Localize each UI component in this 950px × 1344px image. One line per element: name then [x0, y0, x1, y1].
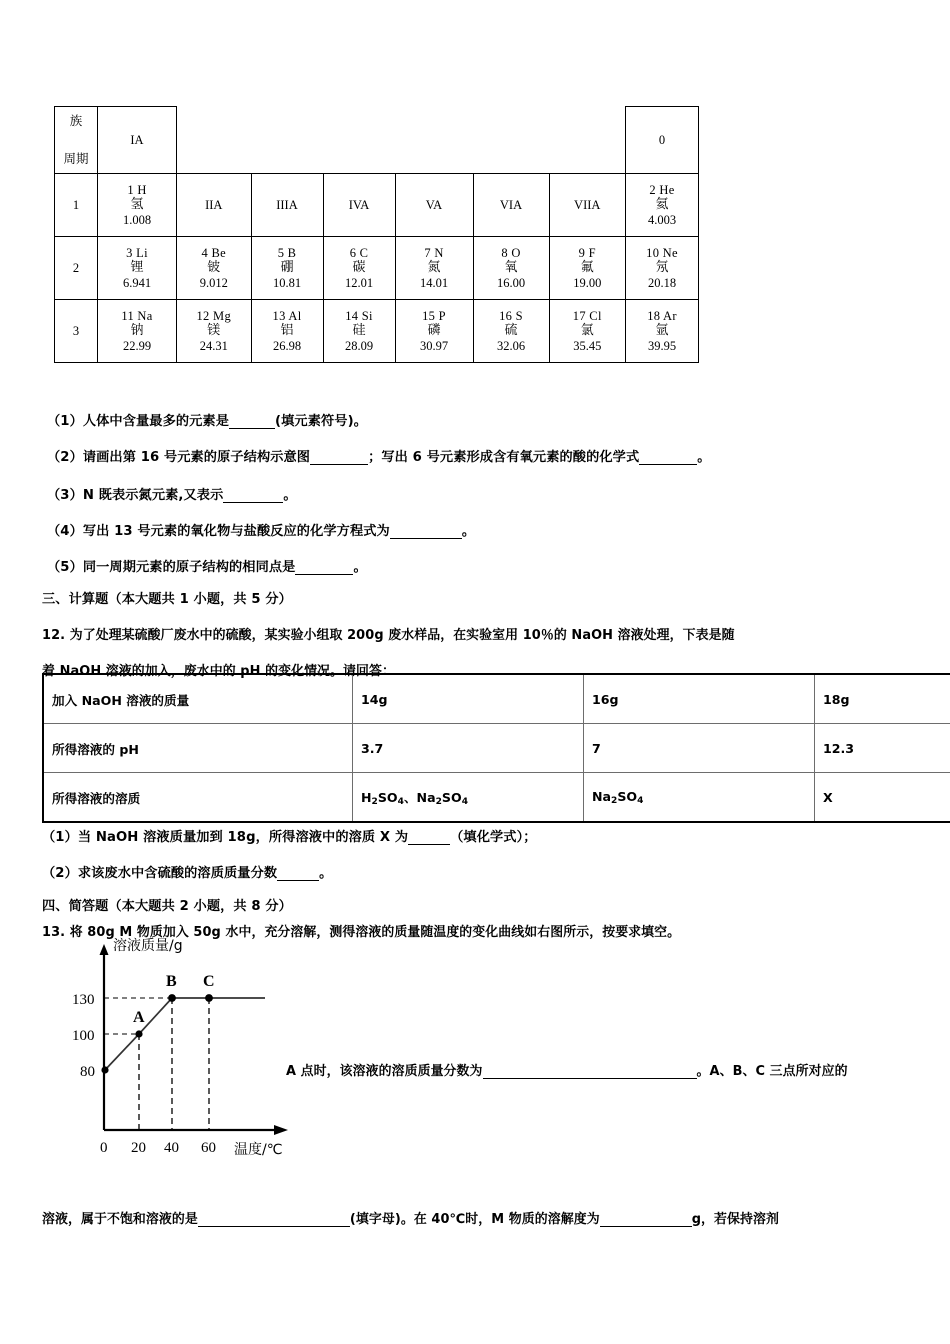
element-chinese-name: 氟: [580, 260, 594, 276]
element-atomic-mass: 1.008: [122, 212, 152, 227]
table-corner-cell: [55, 107, 98, 174]
element-number-symbol: 5 B: [277, 245, 297, 260]
section-3-heading: 三、计算题（本大题共 1 小题，共 5 分）: [42, 592, 292, 607]
q11-part-4-text: （4）写出 13 号元素的氧化物与盐酸反应的化学方程式为: [47, 524, 390, 539]
q11-part-4-suffix: 。: [461, 524, 476, 539]
element-atomic-mass: 19.00: [573, 275, 602, 290]
header-spacer-3: [323, 107, 395, 174]
corner-period-label: 周期: [63, 152, 89, 167]
element-number-symbol: 3 Li: [126, 245, 148, 260]
group-header-VA: VA: [395, 174, 473, 237]
element-number-symbol: 4 Be: [201, 245, 226, 260]
group-header-0: 0: [626, 107, 699, 174]
element-cell-O: [473, 237, 549, 300]
element-number-symbol: 12 Mg: [196, 308, 231, 323]
element-cell-Mg: [177, 300, 252, 363]
x-axis-arrow: [274, 1125, 288, 1135]
element-cell-Na: [98, 300, 177, 363]
element-atomic-mass: 35.45: [573, 338, 602, 353]
x-tick-40: 40: [164, 1140, 179, 1156]
cell-naoh-18g: 18g: [815, 674, 950, 724]
element-atomic-mass: 39.95: [647, 338, 677, 353]
x-tick-60: 60: [201, 1140, 216, 1156]
element-cell-Si: [323, 300, 395, 363]
element-number-symbol: 8 O: [501, 245, 521, 260]
period-number-2: 2: [55, 237, 98, 300]
element-chinese-name: 氯: [580, 323, 594, 339]
periodic-table-row-period-2: [55, 237, 699, 300]
data-point-B: [168, 994, 176, 1002]
group-header-VIIA: VIIA: [549, 174, 626, 237]
q11-part-3-text: （3）N 既表示氮元素,又表示: [47, 488, 224, 503]
q13-right-text: [286, 1060, 848, 1079]
q13-line-1: 13. 将 80g M 物质加入 50g 水中，充分溶解，测得溶液的质量随温度的变化曲线如右图所示，按要求填空。: [42, 925, 681, 940]
q13-bottom-text-c: g，若保持溶剂: [691, 1212, 779, 1227]
q11-part-1: [47, 410, 367, 429]
q11-part-5: [47, 556, 367, 575]
y-tick-100: 100: [72, 1028, 95, 1044]
element-number-symbol: 18 Ar: [647, 308, 677, 323]
q11-part-1-text: （1）人体中含量最多的元素是: [47, 414, 230, 429]
ph-data-table: [42, 673, 950, 823]
answer-blank[interactable]: [483, 1063, 697, 1079]
element-atomic-mass: 24.31: [199, 338, 228, 353]
element-number-symbol: 10 Ne: [646, 245, 678, 260]
group-header-IVA: IVA: [323, 174, 395, 237]
element-chinese-name: 锂: [130, 260, 144, 276]
corner-group-label: 族: [69, 114, 83, 128]
element-chinese-name: 碳: [352, 260, 366, 276]
element-chinese-name: 氩: [655, 323, 669, 339]
q12-part-1: [42, 826, 537, 845]
q13-bottom-text-a: 溶液，属于不饱和溶液的是: [42, 1212, 198, 1227]
element-number-symbol: 2 He: [649, 182, 675, 197]
element-number-symbol: 1 H: [127, 182, 147, 197]
cell-solute-1: $H_2SO_4$、$Na_2SO_4$: [353, 773, 584, 823]
cell-naoh-14g: 14g: [353, 674, 584, 724]
element-atomic-mass: 30.97: [419, 338, 449, 353]
row-label-naoh-mass: 加入 NaOH 溶液的质量: [43, 674, 353, 724]
group-header-IIIA: IIIA: [251, 174, 323, 237]
element-chinese-name: 磷: [427, 323, 441, 339]
element-atomic-mass: 9.012: [199, 275, 228, 290]
point-label-B: B: [166, 973, 177, 990]
element-cell-N: [395, 237, 473, 300]
element-cell-Be: [177, 237, 252, 300]
cell-ph-3: 12.3: [815, 724, 950, 773]
element-number-symbol: 15 P: [422, 308, 446, 323]
answer-blank[interactable]: [229, 413, 275, 429]
periodic-table-row-period-1: [55, 174, 699, 237]
q12-line-2: 着 NaOH 溶液的加入，废水中的 pH 的变化情况。请回答：: [42, 664, 396, 679]
element-atomic-mass: 28.09: [344, 338, 374, 353]
element-cell-P: [395, 300, 473, 363]
section-4-heading: 四、简答题（本大题共 2 小题，共 8 分）: [42, 899, 292, 914]
periodic-table-row-period-3: [55, 300, 699, 363]
q11-part-4: [47, 520, 475, 539]
cell-ph-2: 7: [584, 724, 815, 773]
element-chinese-name: 硅: [352, 323, 366, 339]
q13-right-text-a: A 点时，该溶液的溶质质量分数为: [286, 1064, 483, 1079]
period-number-1: 1: [55, 174, 98, 237]
element-chinese-name: 氢: [130, 197, 144, 213]
q11-part-2-mid: ；写出 6 号元素形成含有氧元素的酸的化学式: [368, 450, 640, 465]
element-number-symbol: 7 N: [424, 245, 444, 260]
element-atomic-mass: 12.01: [344, 275, 374, 290]
element-cell-S: [473, 300, 549, 363]
element-atomic-mass: 26.98: [272, 338, 302, 353]
element-chinese-name: 氧: [504, 260, 518, 276]
element-chinese-name: 铝: [280, 323, 294, 339]
element-number-symbol: 17 Cl: [572, 308, 602, 323]
element-chinese-name: 硫: [504, 323, 518, 339]
element-chinese-name: 铍: [207, 260, 221, 276]
y-axis-arrow: [100, 944, 109, 955]
solution-mass-vs-temperature-chart: [60, 930, 350, 1175]
element-chinese-name: 氖: [655, 260, 669, 276]
group-header-IA: IA: [98, 107, 177, 174]
answer-blank[interactable]: [408, 829, 450, 845]
element-number-symbol: 6 C: [349, 245, 369, 260]
element-atomic-mass: 32.06: [496, 338, 526, 353]
element-cell-B: [251, 237, 323, 300]
q11-part-5-suffix: 。: [353, 560, 367, 575]
element-number-symbol: 9 F: [578, 245, 596, 260]
q12-part-2-suffix: 。: [319, 866, 333, 881]
cell-ph-1: 3.7: [353, 724, 584, 773]
table-row: [43, 674, 950, 724]
point-label-C: C: [203, 973, 215, 990]
q13-right-text-b: 。A、B、C 三点所对应的: [696, 1064, 848, 1079]
q11-part-1-suffix: (填元素符号)。: [275, 414, 367, 429]
q11-part-5-text: （5）同一周期元素的原子结构的相同点是: [47, 560, 296, 575]
data-curve: [105, 998, 265, 1070]
point-label-A: A: [133, 1009, 145, 1026]
element-atomic-mass: 22.99: [122, 338, 152, 353]
element-atomic-mass: 6.941: [122, 275, 152, 290]
table-row: [43, 724, 950, 773]
cell-solute-3: X: [815, 773, 950, 823]
element-cell-Cl: [549, 300, 626, 363]
answer-blank[interactable]: [223, 487, 283, 503]
cell-solute-2: $Na_2SO_4$: [584, 773, 815, 823]
period-number-3: 3: [55, 300, 98, 363]
data-point-C: [205, 994, 213, 1002]
element-cell-Al: [251, 300, 323, 363]
answer-blank[interactable]: [639, 449, 697, 465]
data-point-origin: [101, 1066, 108, 1073]
q12-part-2-text: （2）求该废水中含硫酸的溶质质量分数: [42, 866, 278, 881]
element-cell-Ne: [626, 237, 699, 300]
element-atomic-mass: 10.81: [272, 275, 302, 290]
header-spacer-6: [549, 107, 626, 174]
answer-blank[interactable]: [277, 865, 319, 881]
q11-part-3-suffix: 。: [283, 488, 297, 503]
row-label-ph: 所得溶液的 pH: [43, 724, 353, 773]
q11-part-3: [47, 484, 297, 503]
element-chinese-name: 氦: [655, 197, 669, 213]
header-spacer-1: [177, 107, 252, 174]
element-chinese-name: 钠: [130, 323, 144, 339]
answer-blank[interactable]: [600, 1211, 692, 1227]
element-cell-H: [98, 174, 177, 237]
element-atomic-mass: 4.003: [647, 212, 677, 227]
element-chinese-name: 氮: [427, 260, 441, 276]
q12-part-1-text: （1）当 NaOH 溶液质量加到 18g，所得溶液中的溶质 X 为: [42, 830, 409, 845]
q13-bottom-text-b: (填字母)。在 40℃时，M 物质的溶解度为: [349, 1212, 600, 1227]
element-atomic-mass: 16.00: [496, 275, 526, 290]
periodic-table-header-row: [55, 107, 699, 174]
element-atomic-mass: 20.18: [647, 275, 677, 290]
q11-part-2-text: （2）请画出第 16 号元素的原子结构示意图: [47, 450, 311, 465]
data-point-A: [135, 1030, 142, 1037]
element-chinese-name: 硼: [280, 260, 294, 276]
header-spacer-4: [395, 107, 473, 174]
periodic-table: [54, 106, 699, 363]
answer-blank[interactable]: [390, 523, 462, 539]
answer-blank[interactable]: [198, 1211, 350, 1227]
q11-part-2: [47, 446, 711, 465]
header-spacer-2: [251, 107, 323, 174]
element-cell-Ar: [626, 300, 699, 363]
q12-line-1: 12. 为了处理某硫酸厂废水中的硫酸，某实验小组取 200g 废水样品，在实验室用 10％的 NaOH 溶液处理，下表是随: [42, 628, 735, 643]
q12-part-1-suffix: （填化学式）；: [450, 830, 537, 845]
row-label-solute: 所得溶液的溶质: [43, 773, 353, 823]
element-number-symbol: 14 Si: [345, 308, 373, 323]
element-cell-F: [549, 237, 626, 300]
q12-part-2: [42, 862, 332, 881]
element-cell-Li: [98, 237, 177, 300]
element-number-symbol: 13 Al: [272, 308, 302, 323]
group-header-VIA: VIA: [473, 174, 549, 237]
element-atomic-mass: 14.01: [419, 275, 449, 290]
periodic-table-grid: [54, 106, 699, 363]
element-number-symbol: 11 Na: [121, 308, 153, 323]
y-axis-label: 溶液质量/g: [113, 938, 183, 954]
y-tick-80: 80: [80, 1064, 95, 1080]
x-tick-0: 0: [100, 1140, 108, 1156]
answer-blank[interactable]: [295, 559, 353, 575]
cell-naoh-16g: 16g: [584, 674, 815, 724]
element-cell-C: [323, 237, 395, 300]
chart-svg: [60, 930, 350, 1175]
x-tick-20: 20: [131, 1140, 146, 1156]
group-header-IIA: IIA: [177, 174, 252, 237]
element-number-symbol: 16 S: [499, 308, 523, 323]
q13-bottom-text: [42, 1208, 779, 1227]
element-chinese-name: 镁: [207, 323, 221, 339]
x-axis-label: 温度/℃: [234, 1142, 283, 1158]
table-row: [43, 773, 950, 823]
answer-blank[interactable]: [310, 449, 368, 465]
header-spacer-5: [473, 107, 549, 174]
y-tick-130: 130: [72, 992, 95, 1008]
q11-part-2-suffix: 。: [697, 450, 711, 465]
element-cell-He: [626, 174, 699, 237]
